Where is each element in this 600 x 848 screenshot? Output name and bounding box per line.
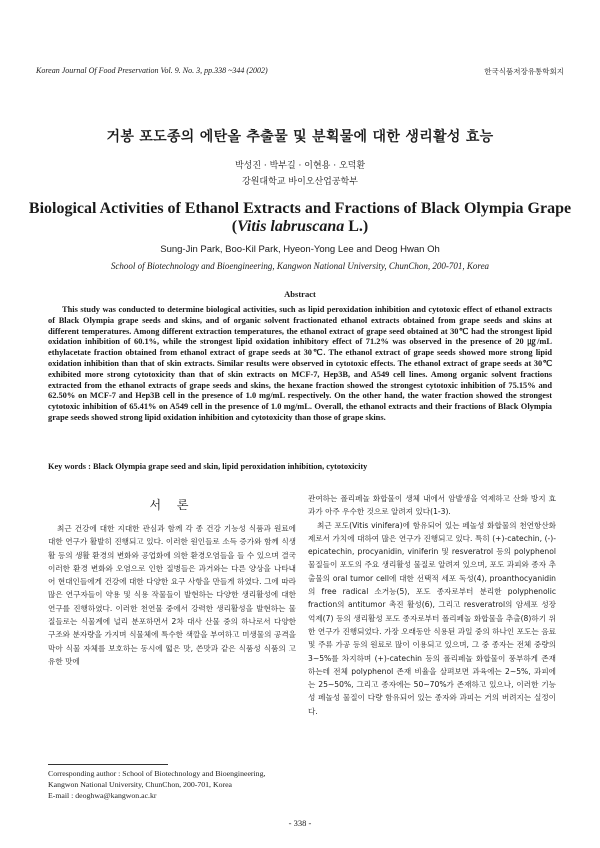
- english-title-main: Biological Activities of Ethanol Extracts and Fractions of Black Olympia Grape: [28, 200, 572, 217]
- english-authors: Sung-Jin Park, Boo-Kil Park, Hyeon-Yong Lee and Deog Hwan Oh: [160, 244, 440, 255]
- keywords-label: Key words :: [48, 462, 93, 471]
- intro-paragraph-2: 최근 포도(Vitis vinifera)에 함유되어 있는 페놀성 화합물의 천연항산화제로서 가치에 대하여 많은 연구가 진행되고 있다. 특히 (+)-catechin, (-)-epicatechin, procyanidin, viniferin 및 resveratrol 등의 polyphenol 물질들이 포도의 주요 생리활성 물질로 알려져 있으며, 포도 과피와 종자 추출물의 oral tumor cell에 대한 선택적 세포 독성(4), proanthocyanidin의 free radical 소거능(5), 포도 종자로부터 분리한 polyphenolic fraction의 antitumor 촉진 활성(6), 그리고 resveratrol의 암세포 성장 억제(7) 등의 생리활성 포도 종자로부터 폴리페놀 화합물을 추출(8)하기 위한 연구가 진행되었다. 가장 오래동안 식용된 과일 중의 하나인 포도는 음료 및 주류 가공 등의 원료로 많이 이용되고 있으며, 그 중 종자는 전체 중량의 3~5%를 차지하며 (+)-catechin 등의 폴리페놀 화합물이 풍부하게 존재하는데 전체 polyphenol 존재 비율을 살펴보면 과육에는 2~5%, 과피에는 25~50%, 그리고 종자에는 50~70%가 존재하고 있으나, 이러한 기능성 페놀성 물질이 다량 함유되어 있는 종자와 과피는 거의 버려지는 실정이다.: [308, 520, 556, 716]
- english-title-open: (: [231, 218, 238, 235]
- intro-paragraph-1-continued: 관여하는 폴리페놀 화합물이 생체 내에서 암발생을 억제하고 산화 방지 효과가 아주 우수한 것으로 알려져 있다(1-3).: [308, 494, 556, 517]
- left-column: [48, 522, 296, 668]
- footnote-divider: [48, 764, 168, 765]
- keywords: [48, 462, 552, 471]
- korean-title: 거봉 포도종의 에탄올 추출물 및 분획물에 대한 생리활성 효능: [106, 129, 494, 145]
- english-affiliation: School of Biotechnology and Bioengineering, Kangwon National University, ChunChon, 200-701, Korea: [110, 261, 490, 271]
- right-column: [308, 492, 556, 718]
- english-title-tail: L.): [344, 218, 369, 235]
- page-number: - 338 -: [288, 818, 312, 828]
- abstract-text: This study was conducted to determine biological activities, such as lipid peroxidation inhibition and cytotoxic effect of ethanol extracts of Black Olympia grape seeds and skins, and of organic solvent fractionated ethanol extracts obtained from grape seeds and skins at different temperatures. Among different extraction temperatures, the ethanol extract of grape seed obtained at 30℃ had the strongest lipid oxidation inhibition of 60.1%, while the strongest lipid oxidation inhibitory effect of 71.2% was observed in the presence of 20 ㎍/mL ethylacetate fraction obtained from ethanol extract of grape seeds at 30℃. The ethanol extract of grape seeds showed more strong lipid oxidation inhibition than that of skin extracts. Similar results were observed in cytotoxic effects. The ethanol extract of grape seeds at 30℃ exhibited more strong cytotoxicity than that of skin extracts on MCF-7, Hep3B, and A549 cell lines. Among organic solvent fractions extracted from the ethanol extracts of grape seeds and skins, the hexane fraction showed the strongest cytotoxic inhibition of 75.15% and 62.50% on MCF-7 and Hep3B cell in the presence of 1.0 mg/mL respectively. On the other hand, the water fraction showed the strongest cytotoxic inhibition of 65.41% on A549 cell in the presence of 1.0 mg/mL. Overall, the ethanol extracts and their fractions of Black Olympia grape seeds showed strong lipid oxidation inhibition and cytotoxicity than those of grape skins.: [48, 305, 552, 422]
- keywords-text: Black Olympia grape seed and skin, lipid peroxidation inhibition, cytotoxicity: [92, 462, 368, 471]
- footnote-line-2: Kangwon National University, ChunChon, 200-701, Korea: [48, 780, 232, 790]
- journal-citation: Korean Journal Of Food Preservation Vol. 9. No. 3, pp.338 ~344 (2002): [36, 66, 268, 75]
- korean-affiliation: 강원대학교 바이오산업공학부: [242, 177, 358, 187]
- english-title: [0, 200, 600, 236]
- footnote-email: E-mail : deoghwa@kangwon.ac.kr: [48, 791, 157, 801]
- introduction-heading: 서 론: [149, 498, 195, 512]
- abstract-heading: Abstract: [284, 289, 316, 299]
- journal-name-korean: 한국식품저장유통학회지: [484, 67, 564, 76]
- korean-authors: 박성진 · 박부길 · 이현용 · 오덕환: [234, 161, 366, 171]
- english-title-scientific-name: Vitis labruscana: [237, 218, 345, 235]
- footnote-line-1: Corresponding author : School of Biotechnology and Bioengineering,: [48, 769, 266, 778]
- corresponding-author-footnote: [48, 768, 296, 802]
- intro-paragraph-1: 최근 건강에 대한 지대한 관심과 함께 각 종 건강 기능성 식품과 원료에 대한 연구가 활발히 진행되고 있다. 이러한 원인들로 소득 증가와 함께 식생활 등의 생활 환경의 변화와 공업화에 의한 환경오염들을 들 수 있으며 결국 이러한 환경 변화와 오염으로 인한 질병들은 과거와는 다른 양상을 나타내어 현대인들에게 건강에 대한 다양한 요구 사항을 만들게 하였다. 그에 따라 많은 연구자들이 약용 및 식용 작물들이 발현하는 다양한 생리활성에 대한 연구를 진행하였다. 이러한 천연물 중에서 강력한 생리활성을 발현하는 물질들로는 식물계에 널리 분포하면서 2차 대사 산물 중의 하나로서 다양한 구조와 분자량을 가지며 식물체에 특수한 색깔을 부여하고 미생물의 공격을 막아 식물 자체를 보호하는 동시에 떫은 맛, 쓴맛과 같은 식품성 식품의 고유한 맛에: [48, 524, 296, 666]
